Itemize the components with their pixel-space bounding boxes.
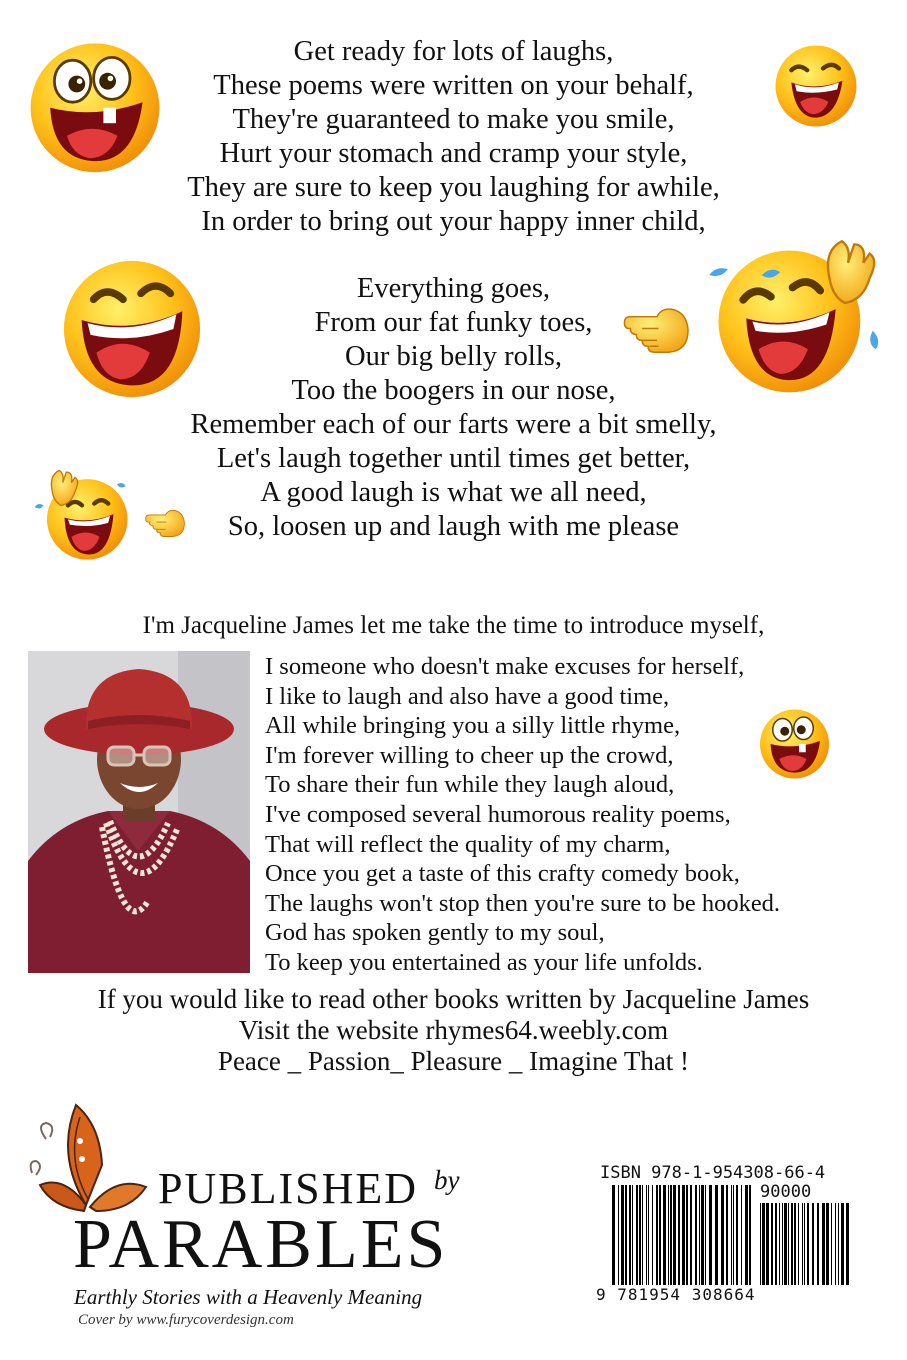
laughing-emoji-icon [58,255,206,403]
poem-line: From our fat funky toes, [314,307,593,338]
poem-line: So, loosen up and laugh with me please [227,511,680,542]
author-photo [28,651,250,973]
bio-line: To share their fun while they laugh aloud, [265,771,675,799]
bio-line: All while bringing you a silly little rhyme, [265,712,681,740]
barcode-icon [612,1185,752,1285]
goofy-laughing-emoji-icon [757,705,832,780]
poem-line: They're guaranteed to make you smile, [232,104,675,135]
rofl-emoji-icon [700,232,885,397]
publisher-tagline: Earthly Stories with a Heavenly Meaning [74,1285,423,1309]
publisher-name: PARABLES [73,1206,449,1283]
bio-line: I like to laugh and also have a good time, [265,682,670,710]
price-code: 90000 [760,1182,812,1202]
bio-line: To keep you entertained as your life unfolds. [265,948,703,976]
isbn-digits: 9 781954 308664 [596,1285,756,1304]
laughing-emoji-icon [772,42,860,130]
bio-line: Once you get a taste of this crafty comedy book, [265,860,740,888]
author-bio [265,652,780,978]
published-word: PUBLISHED [158,1164,419,1213]
pointing-hand-icon [143,505,188,541]
bio-line: God has spoken gently to my soul, [265,919,605,947]
author-portrait-image [28,651,250,973]
rofl-emoji-icon [33,465,138,565]
butterfly-logo-icon [26,1095,166,1215]
poem-line: Get ready for lots of laughs, [293,36,614,67]
poem-line: Hurt your stomach and cramp your style, [219,138,688,169]
closing-text [0,984,907,1077]
poem-line: They are sure to keep you laughing for awhile, [187,172,720,203]
poem-line: Everything goes, [356,273,551,304]
bio-line: The laughs won't stop then you're sure to be hooked. [265,889,781,917]
poem-line: A good laugh is what we all need, [260,477,647,508]
bio-line: I've composed several humorous reality poems, [265,800,731,828]
bio-line: I someone who doesn't make excuses for herself, [265,653,745,680]
by-word: by [434,1165,460,1195]
bio-line: I'm forever willing to cheer up the crowd, [265,741,674,769]
motto-line: Peace _ Passion_ Pleasure _ Imagine That ! [217,1046,690,1076]
poem-line: In order to bring out your happy inner child, [201,206,706,237]
poem-line: Too the boogers in our nose, [291,375,616,406]
bio-line: That will reflect the quality of my charm, [265,830,671,858]
isbn-barcode [592,1163,867,1313]
cover-credit: Cover by www.furycoverdesign.com [78,1312,294,1328]
poem-line: These poems were written on your behalf, [213,70,694,101]
poem-line: Let's laugh together until times get better, [216,443,691,474]
goofy-laughing-emoji-icon [25,35,165,175]
poem-line: Our big belly rolls, [345,341,562,372]
isbn-label: ISBN 978-1-954308-66-4 [600,1163,826,1183]
closing-line: If you would like to read other books written by Jacqueline James [97,984,810,1014]
price-barcode-icon [760,1203,850,1285]
poem-line: Remember each of our farts were a bit smelly, [190,409,717,440]
author-intro: I'm Jacqueline James let me take the time to introduce myself, [142,612,765,639]
pointing-hand-icon [620,300,694,360]
publisher-logo [26,1095,486,1335]
website-line: Visit the website rhymes64.weebly.com [238,1015,669,1045]
